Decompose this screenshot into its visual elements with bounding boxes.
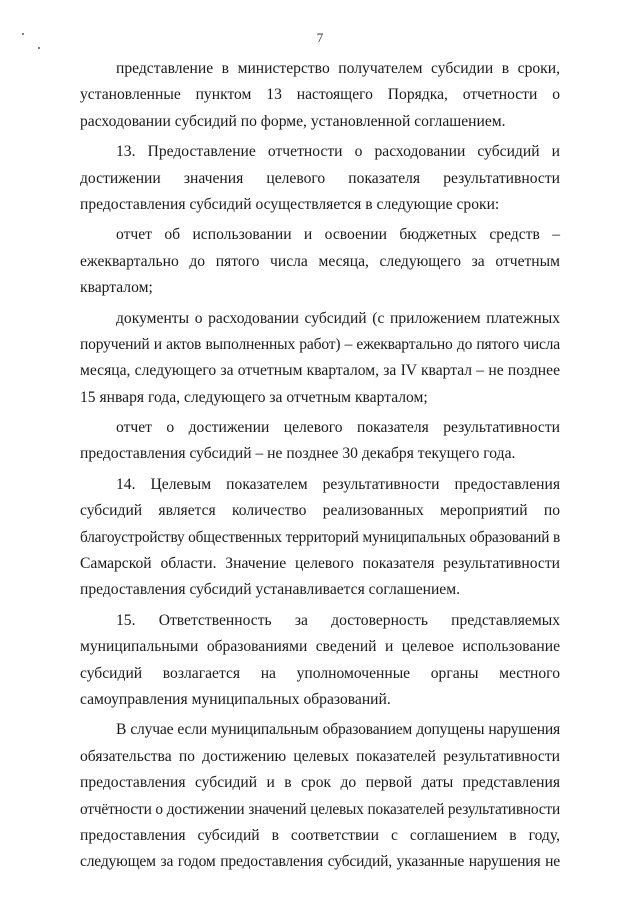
scan-speck — [38, 47, 40, 49]
text-line: документы о расходовании субсидий (с приложением платежных — [116, 309, 560, 327]
text-line: отчет о достижении целевого показателя результативности — [116, 419, 560, 437]
text-line: Самарской области. Значение целевого показателя результативности — [80, 555, 560, 573]
paragraph — [80, 56, 560, 135]
paragraph — [80, 306, 560, 412]
text-line: поручений и актов выполненных работ) – ежеквартально до пятого числа — [80, 335, 560, 353]
text-line: расходовании субсидий по форме, установленной соглашением. — [80, 112, 506, 130]
text-line: муниципальными образованиями сведений и целевое использование — [80, 638, 560, 656]
text-line: установленные пунктом 13 настоящего Порядка, отчетности о — [80, 86, 560, 104]
text-line: ежеквартально до пятого числа месяца, следующего за отчетным — [80, 252, 560, 270]
text-line: 15. Ответственность за достоверность представляемых — [116, 611, 560, 629]
text-line: предоставления субсидий – не позднее 30 декабря текущего года. — [80, 445, 516, 463]
text-line: обязательства по достижению целевых показателей результативности — [80, 747, 560, 765]
paragraph — [80, 472, 560, 604]
document-body — [80, 56, 560, 876]
paragraph — [80, 222, 560, 301]
text-line: 14. Целевым показателем результативности предоставления — [116, 475, 560, 493]
text-line: представление в министерство получателем субсидии в сроки, — [116, 60, 560, 77]
scan-speck — [22, 33, 24, 35]
text-line: следующем за годом предоставления субсидий, указанные нарушения не — [80, 853, 560, 871]
text-line: отчет об использовании и освоении бюджетных средств – — [116, 226, 560, 244]
text-line: предоставления субсидий в соответствии с соглашением в году, — [80, 826, 560, 844]
text-line: кварталом; — [80, 279, 153, 297]
text-line: 15 января года, следующего за отчетным кварталом; — [80, 388, 428, 406]
page-number: 7 — [316, 30, 324, 45]
paragraph — [80, 139, 560, 218]
text-line: субсидий возлагается на уполномоченные органы местного — [80, 664, 560, 682]
text-line: месяца, следующего за отчетным кварталом, за IV квартал – не позднее — [80, 362, 560, 380]
text-line: 13. Предоставление отчетности о расходовании субсидий и — [116, 143, 560, 161]
text-line: достижении значения целевого показателя результативности — [80, 169, 560, 187]
text-line: предоставления субсидий осуществляется в следующие сроки: — [80, 195, 500, 213]
text-line: предоставления субсидий устанавливается соглашением. — [80, 581, 460, 599]
text-line: благоустройству общественных территорий муниципальных образований в — [80, 528, 560, 546]
paragraph — [80, 608, 560, 714]
paragraph — [80, 717, 560, 875]
text-line: самоуправления муниципальных образований. — [80, 690, 391, 708]
text-line: субсидий является количество реализованных мероприятий по — [80, 502, 560, 520]
paragraph — [80, 415, 560, 468]
text-line: отчётности о достижении значений целевых показателей результативности — [80, 800, 560, 818]
text-line: В случае если муниципальным образованием допущены нарушения — [116, 721, 560, 739]
text-line: предоставления субсидий и в срок до первой даты представления — [80, 774, 560, 792]
